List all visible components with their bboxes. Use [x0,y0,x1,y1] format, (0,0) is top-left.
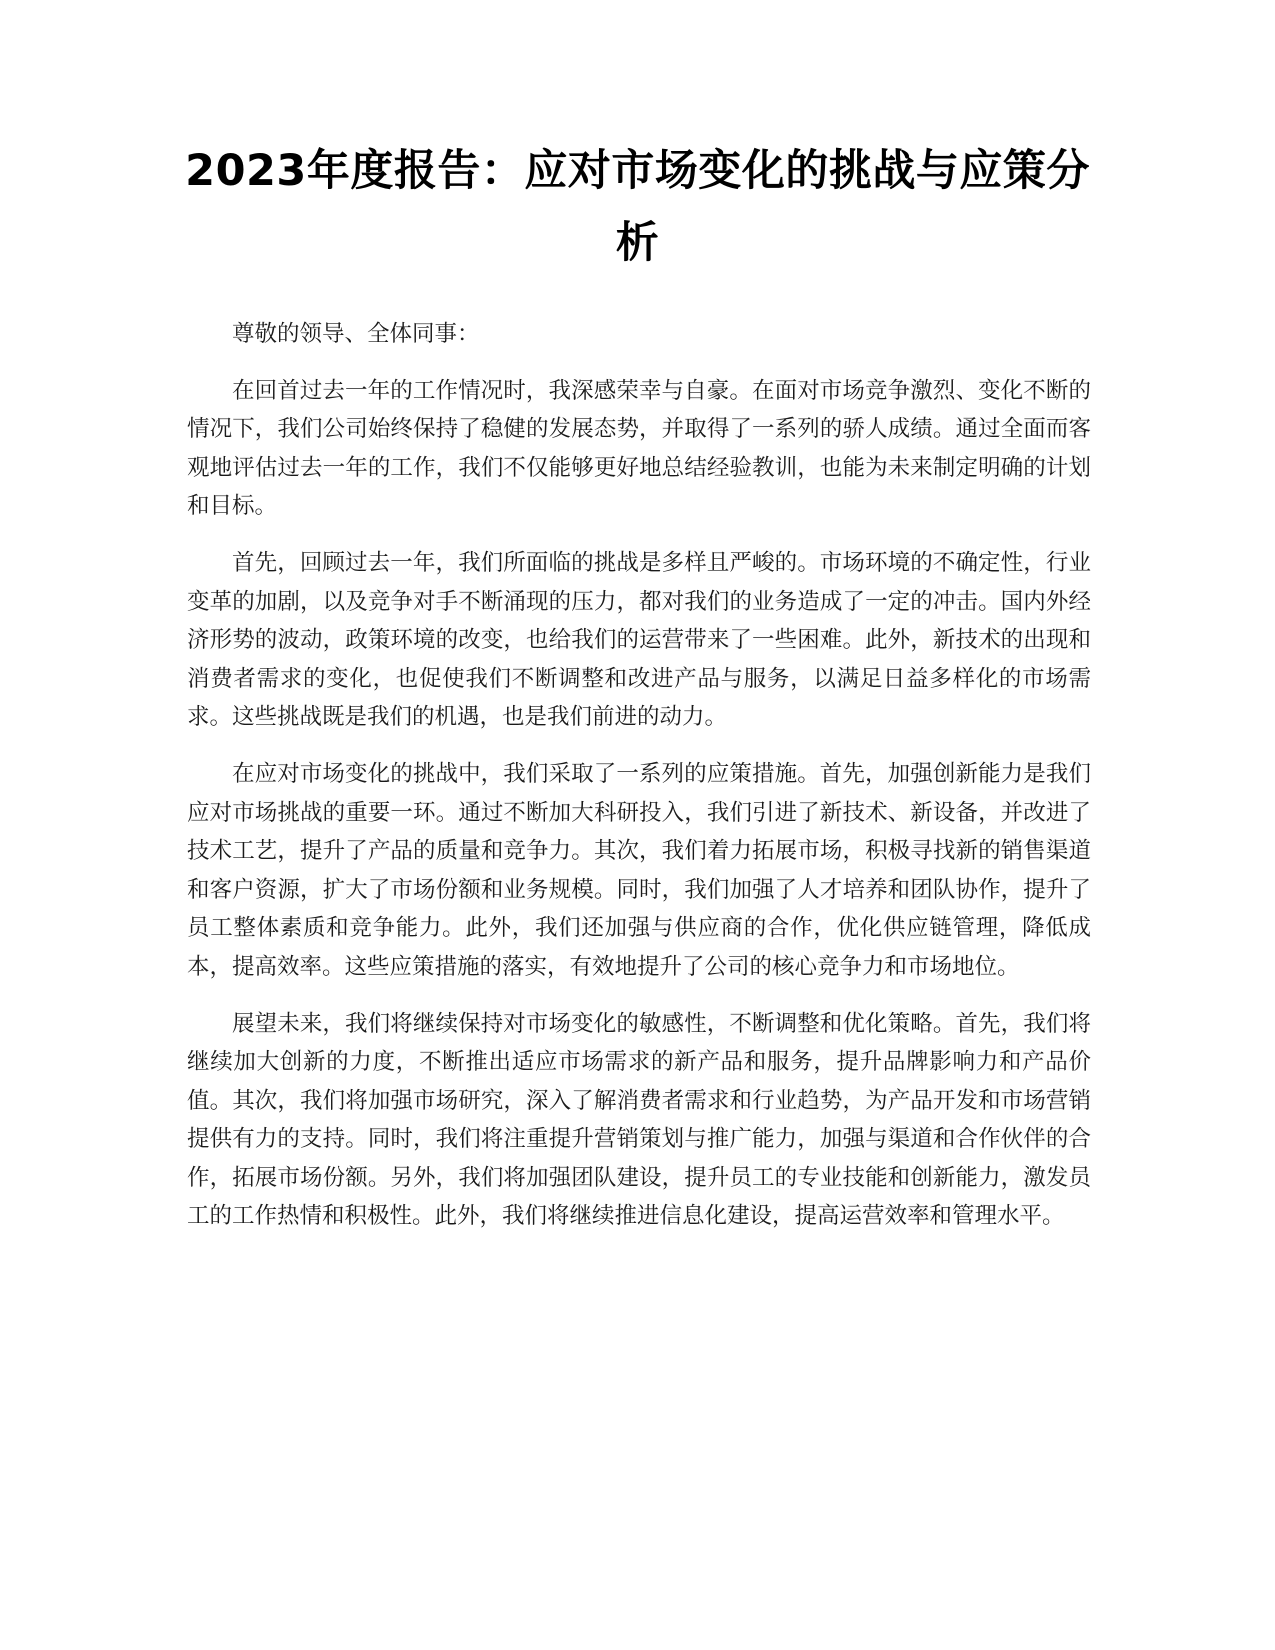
salutation: 尊敬的领导、全体同事： [232,321,480,347]
document-title: 2023年度报告：应对市场变化的挑战与应策分析 [185,146,1090,268]
paragraph-review: 在回首过去一年的工作情况时，我深感荣幸与自豪。在面对市场竞争激烈、变化不断的情况下，我们公司始终保持了稳健的发展态势，并取得了一系列的骄人成绩。通过全面而客观地评估过去一年的工作，我们不仅能够更好地总结经验教训，也能为未来制定明确的计划和目标。 [187,377,1091,520]
paragraph-outlook: 展望未来，我们将继续保持对市场变化的敏感性，不断调整和优化策略。首先，我们将继续加大创新的力度，不断推出适应市场需求的新产品和服务，提升品牌影响力和产品价值。其次，我们将加强市场研究，深入了解消费者需求和行业趋势，为产品开发和市场营销提供有力的支持。同时，我们将注重提升营销策划与推广能力，加强与渠道和合作伙伴的合作，拓展市场份额。另外，我们将加强团队建设，提升员工的专业技能和创新能力，激发员工的工作热情和积极性。此外，我们将继续推进信息化建设，提高运营效率和管理水平。 [187,1010,1091,1230]
document-body [187,315,1091,1254]
paragraph-challenges: 首先，回顾过去一年，我们所面临的挑战是多样且严峻的。市场环境的不确定性，行业变革的加剧，以及竞争对手不断涌现的压力，都对我们的业务造成了一定的冲击。国内外经济形势的波动，政策环境的改变，也给我们的运营带来了一些困难。此外，新技术的出现和消费者需求的变化，也促使我们不断调整和改进产品与服务，以满足日益多样化的市场需求。这些挑战既是我们的机遇，也是我们前进的动力。 [187,549,1091,731]
paragraph-measures: 在应对市场变化的挑战中，我们采取了一系列的应策措施。首先，加强创新能力是我们应对市场挑战的重要一环。通过不断加大科研投入，我们引进了新技术、新设备，并改进了技术工艺，提升了产品的质量和竞争力。其次，我们着力拓展市场，积极寻找新的销售渠道和客户资源，扩大了市场份额和业务规模。同时，我们加强了人才培养和团队协作，提升了员工整体素质和竞争能力。此外，我们还加强与供应商的合作，优化供应链管理，降低成本，提高效率。这些应策措施的落实，有效地提升了公司的核心竞争力和市场地位。 [187,760,1091,980]
